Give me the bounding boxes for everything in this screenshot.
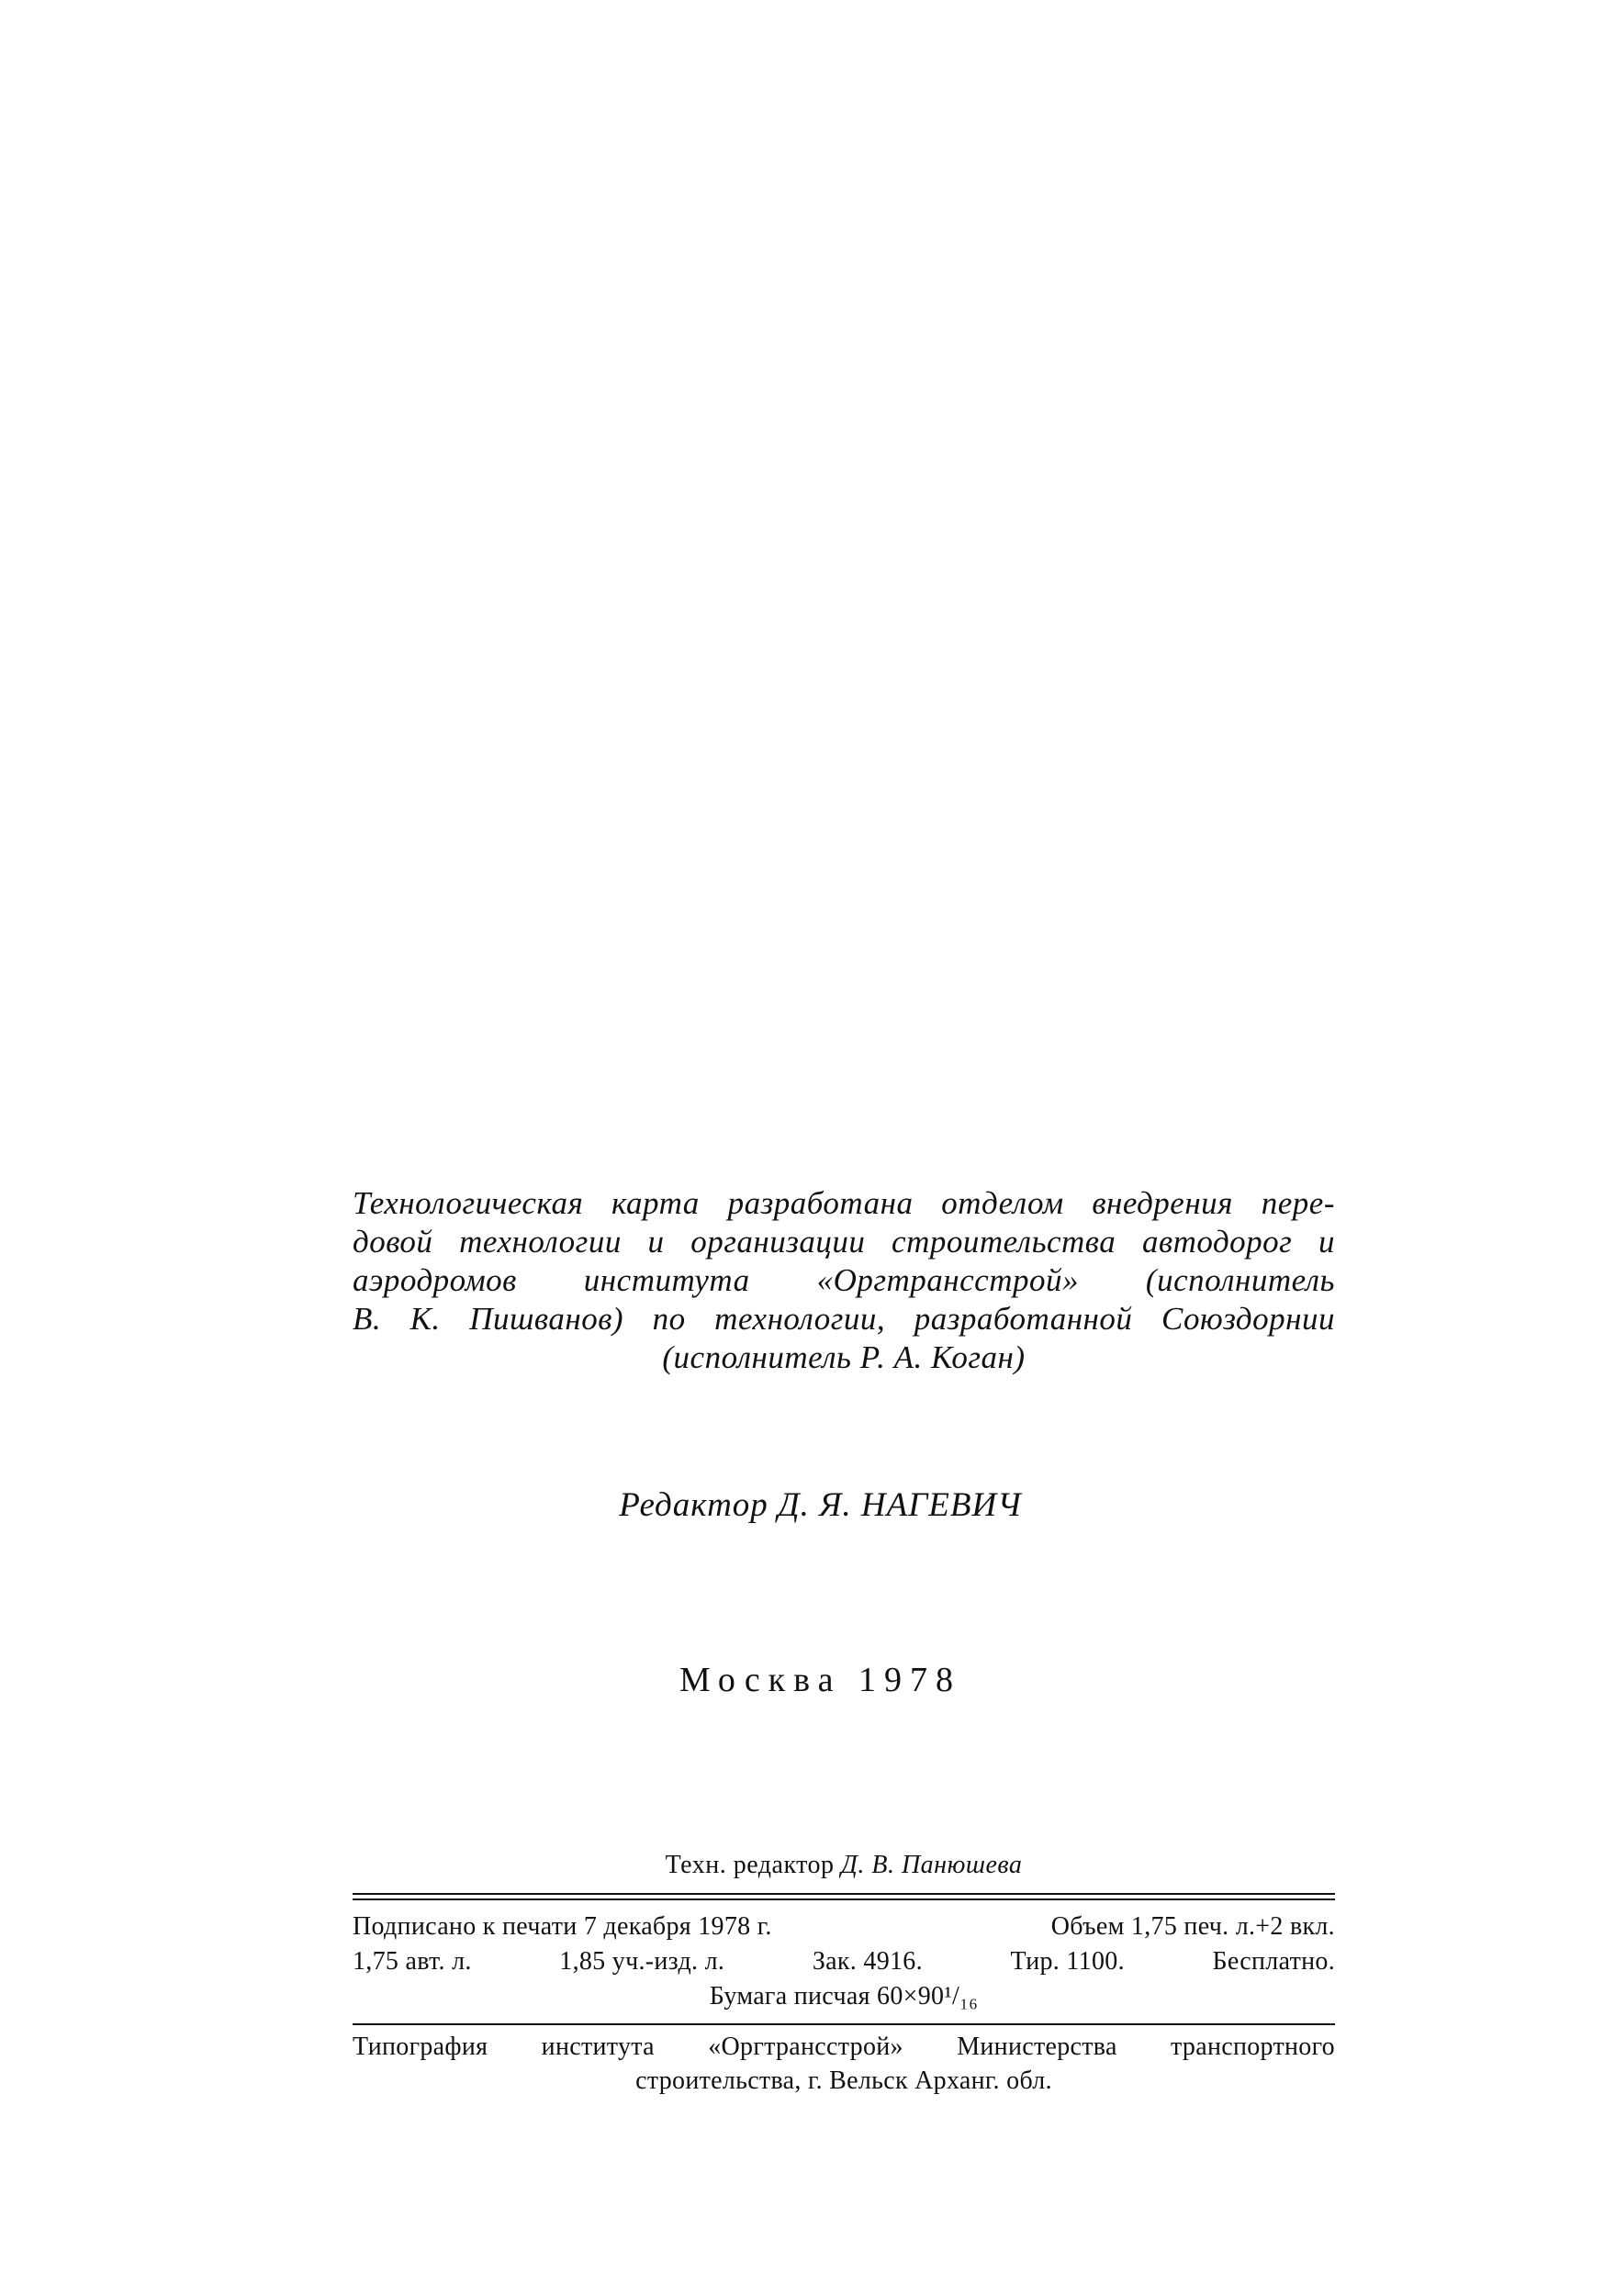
print-volume: Объем 1,75 печ. л.+2 вкл. bbox=[1050, 1912, 1335, 1941]
publisher-sheets: 1,85 уч.-изд. л. bbox=[559, 1947, 725, 1976]
imprint-row-details bbox=[353, 1944, 1335, 1979]
order-number: Зак. 4916. bbox=[812, 1947, 923, 1976]
editor-label: Редактор bbox=[619, 1486, 768, 1524]
author-sheets: 1,75 авт. л. bbox=[353, 1947, 472, 1976]
city-year: Москва 1978 bbox=[679, 1661, 961, 1699]
paper-format: Бумага писчая 60×90¹/₁₆ bbox=[709, 1982, 979, 2010]
single-rule-divider bbox=[353, 2023, 1335, 2025]
price: Бесплатно. bbox=[1212, 1947, 1335, 1976]
credits-line: (исполнитель Р. А. Коган) bbox=[662, 1339, 1026, 1375]
print-run: Тир. 1100. bbox=[1010, 1947, 1125, 1976]
printer-location: строительства, г. Вельск Арханг. обл. bbox=[635, 2066, 1052, 2095]
editor-credit bbox=[0, 1485, 1604, 1525]
tech-editor-label: Техн. редактор bbox=[665, 1851, 835, 1879]
credits-line: довой технологии и организации строительства автодорог и bbox=[353, 1224, 1335, 1260]
tech-editor-credit bbox=[353, 1847, 1335, 1884]
credits-line: аэродромов института «Оргтрансстрой» (исполнитель bbox=[353, 1262, 1335, 1298]
printer-line: Типография института «Оргтрансстрой» Министерства транспортного bbox=[353, 2033, 1335, 2061]
tech-editor-name: Д. В. Панюшева bbox=[841, 1851, 1023, 1879]
imprint-row-signed bbox=[353, 1910, 1335, 1944]
credits-line: Технологическая карта разработана отделом внедрения пере- bbox=[353, 1185, 1335, 1221]
imprint-block bbox=[353, 1847, 1335, 2099]
editor-name: Д. Я. НАГЕВИЧ bbox=[778, 1486, 1022, 1524]
credits-line: В. К. Пишванов) по технологии, разработанной Союздорнии bbox=[353, 1301, 1335, 1337]
signed-date: Подписано к печати 7 декабря 1978 г. bbox=[353, 1912, 772, 1941]
double-rule-divider bbox=[353, 1893, 1335, 1900]
credits-paragraph bbox=[353, 1184, 1335, 1377]
